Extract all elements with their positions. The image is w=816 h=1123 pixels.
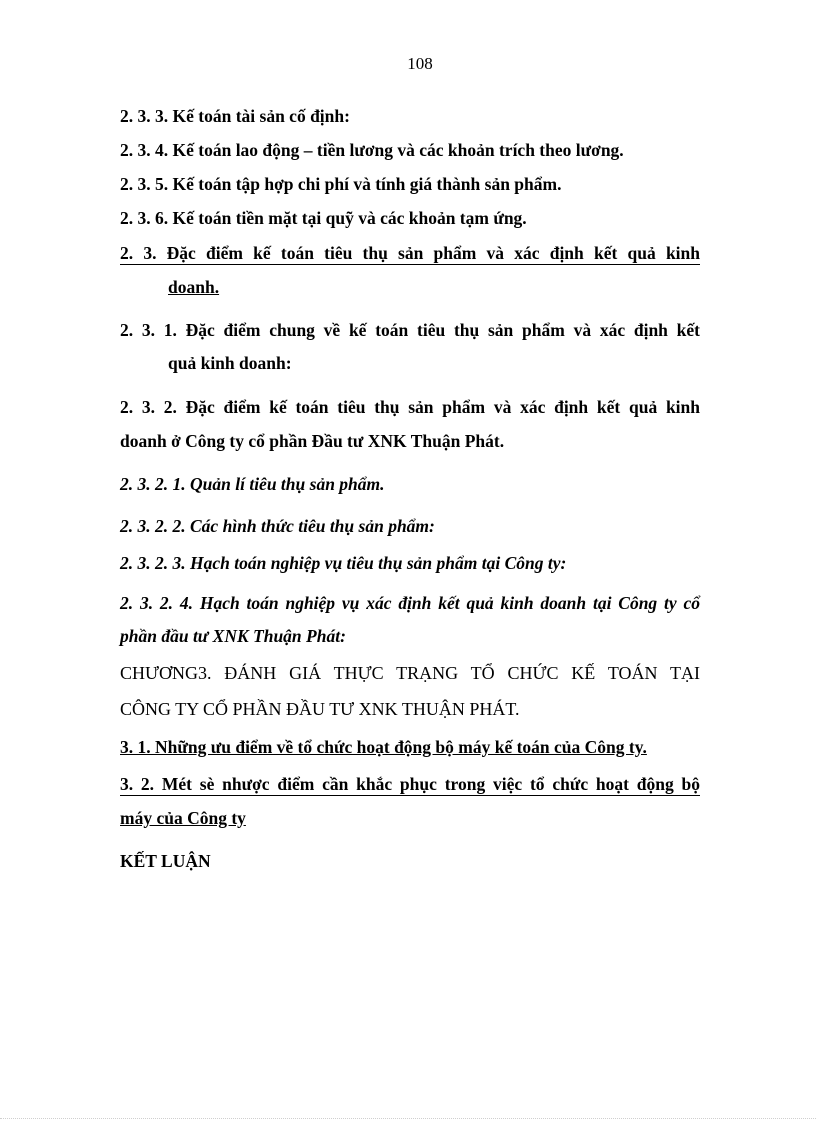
- toc-entry-2-3-2-line1: 2. 3. 2. Đặc điểm kế toán tiêu thụ sản phẩm và xác định kết quả kinh: [120, 397, 700, 417]
- toc-entry-2-3-5: 2. 3. 5. Kế toán tập hợp chi phí và tính giá thành sản phẩm.: [120, 174, 562, 194]
- toc-entry-2-3-3: 2. 3. 3. Kế toán tài sản cố định:: [120, 106, 350, 126]
- chapter-3-title-line2: CÔNG TY CỔ PHẦN ĐẦU TƯ XNK THUẬN PHÁT.: [120, 699, 520, 719]
- toc-entry-2-3-2-2: 2. 3. 2. 2. Các hình thức tiêu thụ sản phẩm:: [120, 516, 435, 536]
- toc-entry-2-3-1-line2: quả kinh doanh:: [168, 353, 292, 373]
- toc-entry-3-2-line1: 3. 2. Mét sè nhược điểm cần khắc phục trong việc tổ chức hoạt động bộ: [120, 774, 700, 794]
- conclusion-heading: KẾT LUẬN: [120, 851, 211, 871]
- toc-entry-2-3-2-line2: doanh ở Công ty cổ phần Đầu tư XNK Thuận Phát.: [120, 431, 505, 451]
- toc-entry-2-3-1-line1: 2. 3. 1. Đặc điểm chung về kế toán tiêu thụ sản phẩm và xác định kết: [120, 320, 700, 340]
- toc-entry-2-3-2-4-line2: phần đầu tư XNK Thuận Phát:: [120, 626, 346, 646]
- section-heading-2-3-line1: 2. 3. Đặc điểm kế toán tiêu thụ sản phẩm và xác định kết quả kinh: [120, 243, 700, 263]
- toc-entry-2-3-4: 2. 3. 4. Kế toán lao động – tiền lương và các khoản trích theo lương.: [120, 140, 624, 160]
- page-bottom-border: [0, 1118, 816, 1119]
- toc-entry-2-3-2-1: 2. 3. 2. 1. Quản lí tiêu thụ sản phẩm.: [120, 474, 385, 494]
- toc-entry-3-1: 3. 1. Những ưu điểm về tổ chức hoạt động bộ máy kế toán của Công ty.: [120, 737, 647, 757]
- toc-entry-2-3-2-4-line1: 2. 3. 2. 4. Hạch toán nghiệp vụ xác định kết quả kinh doanh tại Công ty cổ: [120, 593, 700, 613]
- page-number: 108: [407, 54, 433, 73]
- toc-entry-2-3-2-3: 2. 3. 2. 3. Hạch toán nghiệp vụ tiêu thụ sản phẩm tại Công ty:: [120, 553, 567, 573]
- chapter-3-title-line1: CHƯƠNG3. ĐÁNH GIÁ THỰC TRẠNG TỔ CHỨC KẾ TOÁN TẠI: [120, 663, 700, 683]
- section-heading-2-3-line2: doanh.: [168, 277, 220, 297]
- toc-entry-3-2-line2: máy của Công ty: [120, 808, 246, 828]
- toc-entry-2-3-6: 2. 3. 6. Kế toán tiền mặt tại quỹ và các khoản tạm ứng.: [120, 208, 527, 228]
